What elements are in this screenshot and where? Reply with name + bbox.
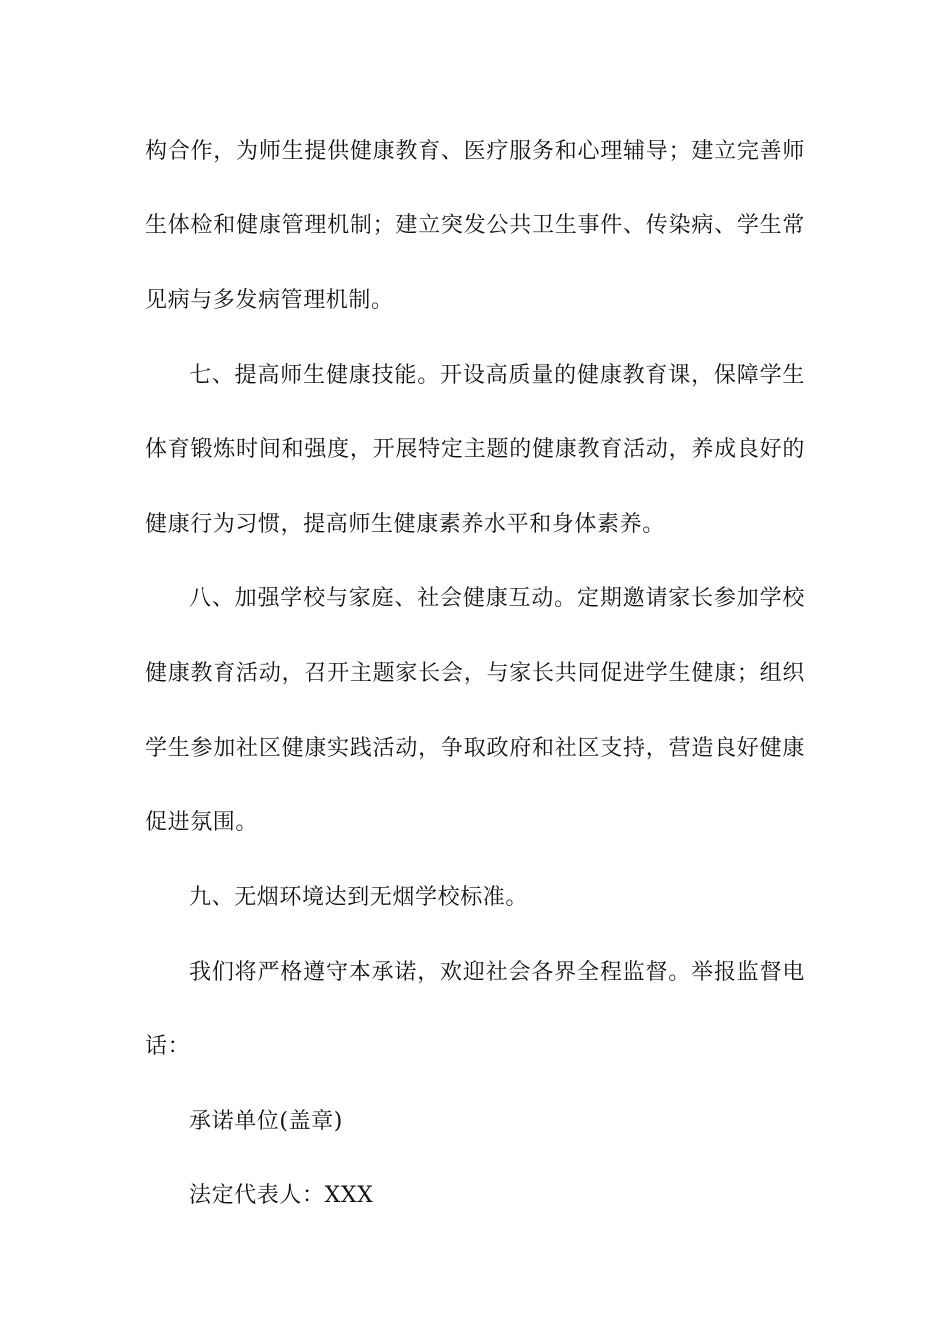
- text-line: 九、无烟环境达到无烟学校标准。: [189, 885, 529, 910]
- text-line: 生体检和健康管理机制；建立突发公共卫生事件、传染病、学生常: [145, 213, 805, 238]
- text-line: 学生参加社区健康实践活动，争取政府和社区支持，营造良好健康: [145, 736, 805, 761]
- text-line: 见病与多发病管理机制。: [145, 288, 394, 313]
- text-line: 七、提高师生健康技能。开设高质量的健康教育课，保障学生: [189, 363, 805, 388]
- commitment-unit-label: 承诺单位(盖章): [189, 1109, 343, 1134]
- text-line: 我们将严格遵守本承诺，欢迎社会各界全程监督。举报监督电: [189, 960, 805, 985]
- text-line: 话：: [145, 1034, 191, 1059]
- legal-representative-label: 法定代表人：XXX: [189, 1183, 374, 1208]
- text-line: 体育锻炼时间和强度，开展特定主题的健康教育活动，养成良好的: [145, 437, 805, 462]
- text-line: 健康行为习惯，提高师生健康素养水平和身体素养。: [145, 512, 665, 537]
- text-line: 八、加强学校与家庭、社会健康互动。定期邀请家长参加学校: [189, 586, 805, 611]
- text-line: 健康教育活动，召开主题家长会，与家长共同促进学生健康；组织: [145, 661, 805, 686]
- text-line: 构合作，为师生提供健康教育、医疗服务和心理辅导；建立完善师: [145, 139, 805, 164]
- text-line: 促进氛围。: [145, 810, 259, 835]
